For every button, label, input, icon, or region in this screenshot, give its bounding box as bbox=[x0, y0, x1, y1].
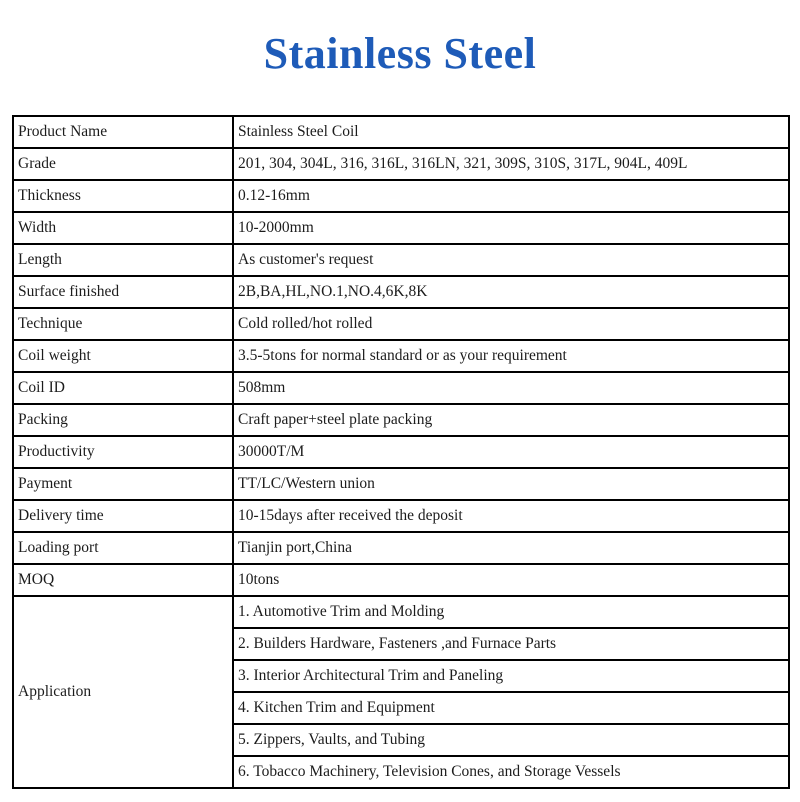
row-value: 508mm bbox=[233, 372, 789, 404]
row-value: Stainless Steel Coil bbox=[233, 116, 789, 148]
row-label: Coil weight bbox=[13, 340, 233, 372]
page-title: Stainless Steel bbox=[263, 29, 537, 78]
row-label: Packing bbox=[13, 404, 233, 436]
row-value: 3.5-5tons for normal standard or as your requirement bbox=[233, 340, 789, 372]
row-value: 2B,BA,HL,NO.1,NO.4,6K,8K bbox=[233, 276, 789, 308]
table-row bbox=[13, 564, 789, 596]
row-value: Tianjin port,China bbox=[233, 532, 789, 564]
table-row bbox=[13, 500, 789, 532]
row-label: Delivery time bbox=[13, 500, 233, 532]
table-row bbox=[13, 404, 789, 436]
product-spec-table bbox=[12, 115, 790, 789]
table-row bbox=[13, 148, 789, 180]
row-value: 10-15days after received the deposit bbox=[233, 500, 789, 532]
table-row bbox=[13, 532, 789, 564]
row-label: Technique bbox=[13, 308, 233, 340]
row-label: Length bbox=[13, 244, 233, 276]
table-row bbox=[13, 340, 789, 372]
table-row-application bbox=[13, 596, 789, 628]
application-item: 1. Automotive Trim and Molding bbox=[233, 596, 789, 628]
table-row bbox=[13, 116, 789, 148]
application-item: 3. Interior Architectural Trim and Paneling bbox=[233, 660, 789, 692]
application-item: 2. Builders Hardware, Fasteners ,and Furnace Parts bbox=[233, 628, 789, 660]
application-label: Application bbox=[13, 596, 233, 788]
row-value: Craft paper+steel plate packing bbox=[233, 404, 789, 436]
table-row bbox=[13, 212, 789, 244]
row-label: Productivity bbox=[13, 436, 233, 468]
table-row bbox=[13, 180, 789, 212]
row-label: Loading port bbox=[13, 532, 233, 564]
row-label: Width bbox=[13, 212, 233, 244]
row-value: As customer's request bbox=[233, 244, 789, 276]
row-label: MOQ bbox=[13, 564, 233, 596]
row-label: Surface finished bbox=[13, 276, 233, 308]
application-item: 6. Tobacco Machinery, Television Cones, and Storage Vessels bbox=[233, 756, 789, 788]
row-label: Thickness bbox=[13, 180, 233, 212]
application-item: 5. Zippers, Vaults, and Tubing bbox=[233, 724, 789, 756]
table-row bbox=[13, 244, 789, 276]
row-value: TT/LC/Western union bbox=[233, 468, 789, 500]
table-row bbox=[13, 372, 789, 404]
row-label: Coil ID bbox=[13, 372, 233, 404]
row-value: 201, 304, 304L, 316, 316L, 316LN, 321, 309S, 310S, 317L, 904L, 409L bbox=[233, 148, 789, 180]
row-value: 10-2000mm bbox=[233, 212, 789, 244]
row-label: Grade bbox=[13, 148, 233, 180]
table-row bbox=[13, 436, 789, 468]
row-value: 30000T/M bbox=[233, 436, 789, 468]
row-value: 0.12-16mm bbox=[233, 180, 789, 212]
row-value: 10tons bbox=[233, 564, 789, 596]
table-row bbox=[13, 276, 789, 308]
row-label: Product Name bbox=[13, 116, 233, 148]
table-row bbox=[13, 468, 789, 500]
application-item: 4. Kitchen Trim and Equipment bbox=[233, 692, 789, 724]
table-row bbox=[13, 308, 789, 340]
row-value: Cold rolled/hot rolled bbox=[233, 308, 789, 340]
row-label: Payment bbox=[13, 468, 233, 500]
